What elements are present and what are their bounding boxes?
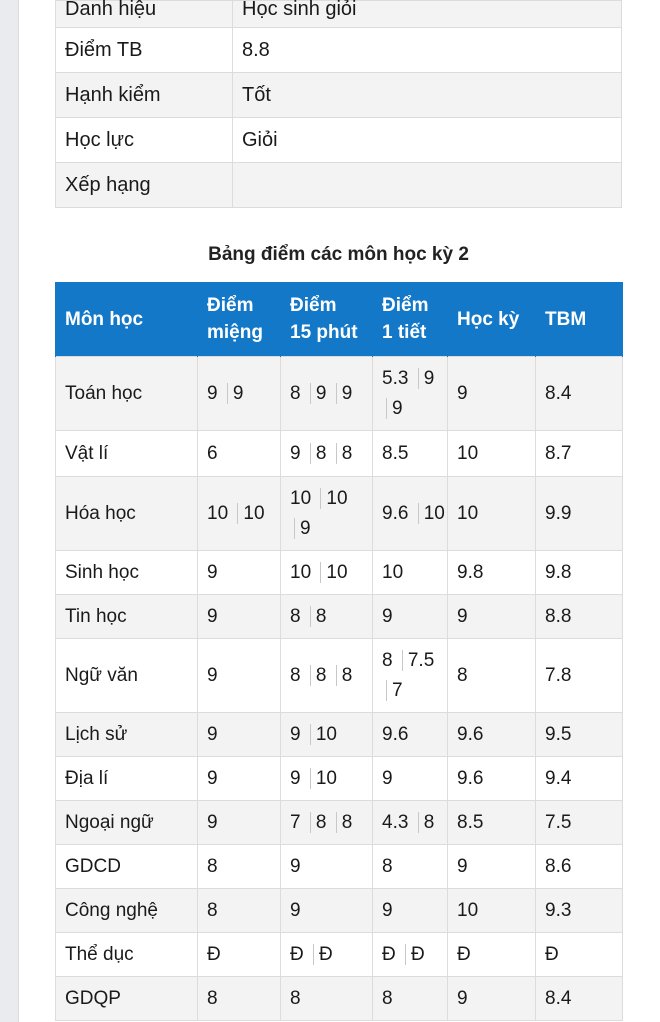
grades-table-title: Bảng điểm các môn học kỳ 2: [208, 244, 469, 265]
semester-score-cell: 9.6: [448, 713, 536, 757]
1period-scores-cell: [373, 595, 448, 639]
summary-value: Học sinh giỏi: [242, 0, 357, 20]
score-value: 9: [418, 368, 435, 389]
score-value: 9: [290, 855, 301, 877]
1period-scores-cell: [373, 889, 448, 933]
1period-scores-cell: [373, 713, 448, 757]
semester-score-cell: Đ: [448, 933, 536, 977]
table-row: [56, 977, 623, 1021]
summary-row-rank: [56, 163, 622, 208]
15min-scores-cell: [281, 477, 373, 551]
semester-score-cell: 9: [448, 977, 536, 1021]
table-row: [56, 801, 623, 845]
15min-scores-cell: [281, 933, 373, 977]
semester-score-cell: 8: [448, 639, 536, 713]
score-value: 8: [310, 812, 327, 833]
average-score-cell: 8.4: [536, 977, 623, 1021]
left-margin: [0, 0, 19, 1022]
semester-score-cell: 9.6: [448, 757, 536, 801]
score-value: Đ: [290, 943, 304, 965]
average-score-cell: 8.8: [536, 595, 623, 639]
score-value: Đ: [405, 944, 425, 965]
score-value: 10: [290, 487, 312, 509]
1period-scores-cell: [373, 477, 448, 551]
15min-scores-cell: [281, 801, 373, 845]
header-average: TBM: [536, 282, 623, 357]
score-value: 7: [290, 811, 301, 833]
score-value: 8: [290, 382, 301, 404]
semester-score-cell: 9: [448, 595, 536, 639]
oral-scores-cell: [198, 357, 281, 431]
header-semester: Học kỳ: [448, 282, 536, 357]
score-value: 10: [382, 561, 404, 583]
score-value: 10: [310, 724, 337, 745]
score-value: 9: [207, 382, 218, 404]
15min-scores-cell: [281, 431, 373, 477]
score-value: 8: [207, 987, 218, 1009]
score-value: 10: [290, 561, 312, 583]
table-row: [56, 431, 623, 477]
15min-scores-cell: [281, 551, 373, 595]
score-value: 9: [207, 811, 218, 833]
semester-score-cell: 10: [448, 889, 536, 933]
oral-scores-cell: [198, 551, 281, 595]
score-value: 9: [382, 899, 393, 921]
score-value: 10: [237, 503, 264, 524]
header-oral: Điểm miệng: [198, 282, 281, 357]
score-value: Đ: [207, 943, 221, 965]
oral-scores-cell: [198, 757, 281, 801]
average-score-cell: 7.8: [536, 639, 623, 713]
score-value: 8: [290, 664, 301, 686]
15min-scores-cell: [281, 713, 373, 757]
table-row: [56, 551, 623, 595]
subject-cell: Vật lí: [56, 431, 198, 477]
average-score-cell: 8.4: [536, 357, 623, 431]
subject-cell: Lịch sử: [56, 713, 198, 757]
table-row: [56, 357, 623, 431]
score-value: 9: [207, 664, 218, 686]
score-value: 8: [382, 855, 393, 877]
subject-cell: Ngữ văn: [56, 639, 198, 713]
1period-scores-cell: [373, 757, 448, 801]
score-value: 8: [336, 812, 353, 833]
subject-cell: Toán học: [56, 357, 198, 431]
score-value: 9: [290, 899, 301, 921]
average-score-cell: 9.9: [536, 477, 623, 551]
average-score-cell: Đ: [536, 933, 623, 977]
score-value: 9: [310, 383, 327, 404]
subject-cell: Địa lí: [56, 757, 198, 801]
oral-scores-cell: [198, 977, 281, 1021]
score-value: 8: [207, 855, 218, 877]
summary-row-conduct: [56, 73, 622, 118]
1period-scores-cell: [373, 801, 448, 845]
summary-value: 8.8: [233, 28, 622, 73]
score-value: 8: [290, 987, 301, 1009]
table-row: [56, 639, 623, 713]
table-row: [56, 477, 623, 551]
score-value: 10: [207, 502, 229, 524]
15min-scores-cell: [281, 357, 373, 431]
summary-value: Tốt: [233, 73, 622, 118]
score-value: 10: [310, 768, 337, 789]
score-value: 10: [320, 562, 347, 583]
summary-row-academic: [56, 118, 622, 163]
average-score-cell: 9.4: [536, 757, 623, 801]
summary-value: Giỏi: [233, 118, 622, 163]
summary-label: Xếp hạng: [56, 163, 233, 208]
1period-scores-cell: [373, 431, 448, 477]
summary-label: Danh hiệu: [65, 0, 157, 20]
oral-scores-cell: [198, 595, 281, 639]
score-value: 10: [418, 503, 445, 524]
subject-cell: GDCD: [56, 845, 198, 889]
subject-cell: Ngoại ngữ: [56, 801, 198, 845]
score-value: 8: [310, 606, 327, 627]
score-value: 9: [382, 767, 393, 789]
header-subject: Môn học: [56, 282, 198, 357]
15min-scores-cell: [281, 757, 373, 801]
subject-cell: Thể dục: [56, 933, 198, 977]
subject-cell: Tin học: [56, 595, 198, 639]
score-value: 8: [382, 987, 393, 1009]
15min-scores-cell: [281, 889, 373, 933]
subject-cell: Hóa học: [56, 477, 198, 551]
average-score-cell: 9.8: [536, 551, 623, 595]
average-score-cell: 8.7: [536, 431, 623, 477]
1period-scores-cell: [373, 639, 448, 713]
oral-scores-cell: [198, 801, 281, 845]
average-score-cell: 9.3: [536, 889, 623, 933]
semester-score-cell: 10: [448, 431, 536, 477]
oral-scores-cell: [198, 639, 281, 713]
score-value: 8: [418, 812, 435, 833]
grades-table: [55, 282, 623, 1021]
table-row: [56, 713, 623, 757]
score-value: 8: [207, 899, 218, 921]
average-score-cell: 7.5: [536, 801, 623, 845]
score-value: 9: [294, 518, 311, 539]
summary-row-gpa: [56, 28, 622, 73]
score-value: 9: [207, 605, 218, 627]
summary-label: Hạnh kiểm: [56, 73, 233, 118]
score-value: 10: [320, 488, 347, 509]
semester-score-cell: 10: [448, 477, 536, 551]
score-value: Đ: [382, 943, 396, 965]
score-value: 9: [386, 398, 403, 419]
table-row: [56, 933, 623, 977]
summary-label: Điểm TB: [56, 28, 233, 73]
grades-header-row: [56, 282, 623, 357]
subject-cell: Công nghệ: [56, 889, 198, 933]
score-value: 9: [227, 383, 244, 404]
table-row: [56, 595, 623, 639]
score-value: 4.3: [382, 811, 409, 833]
table-row: [56, 889, 623, 933]
score-value: 8: [336, 443, 353, 464]
average-score-cell: 9.5: [536, 713, 623, 757]
score-value: 9: [290, 767, 301, 789]
score-value: 8: [336, 665, 353, 686]
score-value: 7: [386, 680, 403, 701]
semester-score-cell: 8.5: [448, 801, 536, 845]
table-row: [56, 845, 623, 889]
summary-value: [233, 163, 622, 208]
score-value: 7.5: [402, 650, 434, 671]
score-value: 9.6: [382, 723, 409, 745]
score-value: 9: [290, 442, 301, 464]
score-value: 9: [336, 383, 353, 404]
15min-scores-cell: [281, 845, 373, 889]
table-row: [56, 757, 623, 801]
header-1period: Điểm 1 tiết: [373, 282, 448, 357]
average-score-cell: 8.6: [536, 845, 623, 889]
summary-row-title: [56, 1, 622, 28]
score-value: Đ: [313, 944, 333, 965]
1period-scores-cell: [373, 933, 448, 977]
score-value: 5.3: [382, 367, 409, 389]
15min-scores-cell: [281, 595, 373, 639]
score-value: 8: [310, 665, 327, 686]
15min-scores-cell: [281, 977, 373, 1021]
score-value: 8: [382, 649, 393, 671]
score-value: 9: [382, 605, 393, 627]
1period-scores-cell: [373, 357, 448, 431]
subject-cell: GDQP: [56, 977, 198, 1021]
15min-scores-cell: [281, 639, 373, 713]
subject-cell: Sinh học: [56, 551, 198, 595]
1period-scores-cell: [373, 845, 448, 889]
score-value: 6: [207, 442, 218, 464]
oral-scores-cell: [198, 713, 281, 757]
oral-scores-cell: [198, 431, 281, 477]
semester-score-cell: 9.8: [448, 551, 536, 595]
semester-score-cell: 9: [448, 845, 536, 889]
oral-scores-cell: [198, 477, 281, 551]
header-15min: Điểm 15 phút: [281, 282, 373, 357]
semester-score-cell: 9: [448, 357, 536, 431]
1period-scores-cell: [373, 551, 448, 595]
score-value: 8: [290, 605, 301, 627]
oral-scores-cell: [198, 845, 281, 889]
score-value: 8: [310, 443, 327, 464]
score-value: 8.5: [382, 442, 409, 464]
oral-scores-cell: [198, 889, 281, 933]
score-value: 9: [207, 767, 218, 789]
score-value: 9.6: [382, 502, 409, 524]
score-value: 9: [207, 561, 218, 583]
oral-scores-cell: [198, 933, 281, 977]
score-value: 9: [290, 723, 301, 745]
1period-scores-cell: [373, 977, 448, 1021]
score-value: 9: [207, 723, 218, 745]
student-summary-table: [55, 0, 622, 208]
summary-label: Học lực: [56, 118, 233, 163]
